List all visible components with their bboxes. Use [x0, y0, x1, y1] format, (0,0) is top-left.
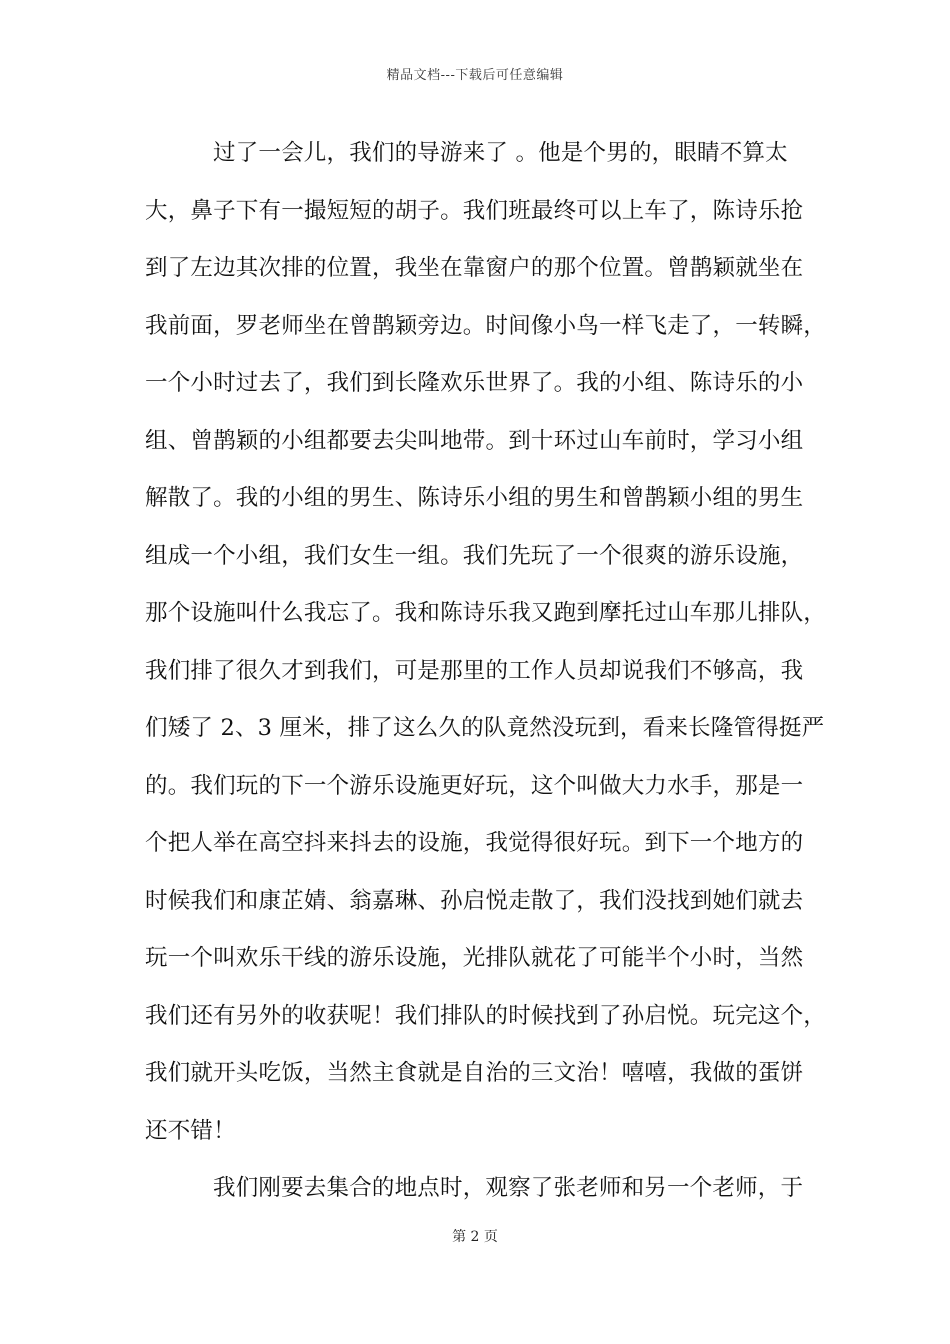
paragraph-line: 解散了。我的小组的男生、陈诗乐小组的男生和曾鹊颖小组的男生: [145, 485, 804, 511]
paragraph-line: 我们就开头吃饭，当然主食就是自治的三文治！嘻嘻，我做的蛋饼: [145, 1060, 804, 1086]
paragraph-line: 个把人举在高空抖来抖去的设施，我觉得很好玩。到下一个地方的: [145, 830, 804, 856]
paragraph-line: 我前面，罗老师坐在曾鹊颖旁边。时间像小鸟一样飞走了，一转瞬，: [145, 312, 827, 339]
paragraph-line: 们矮了 2、3 厘米，排了这么久的队竟然没玩到，看来长隆管得挺严: [145, 715, 825, 741]
paragraph-line: 我们排了很久才到我们，可是那里的工作人员却说我们不够高，我: [145, 657, 804, 684]
paragraph-line: 玩一个叫欢乐干线的游乐设施，光排队就花了可能半个小时，当然: [145, 945, 804, 971]
body-text: [145, 133, 825, 1226]
paragraph-line: 的。我们玩的下一个游乐设施更好玩，这个叫做大力水手，那是一: [145, 772, 804, 799]
paragraph-line: 过了一会儿，我们的导游来了 。他是个男的，眼睛不算太: [213, 140, 788, 166]
paragraph-line: 时候我们和康芷婧、翁嘉琳、孙启悦走散了，我们没找到她们就去: [145, 887, 804, 914]
paragraph-line: 还不错！: [145, 1117, 236, 1144]
paragraph-line: 那个设施叫什么我忘了。我和陈诗乐我又跑到摩托过山车那儿排队，: [145, 600, 827, 626]
paragraph-line: 一个小时过去了，我们到长隆欢乐世界了。我的小组、陈诗乐的小: [145, 370, 804, 396]
paragraph-line: 组、曾鹊颖的小组都要去尖叫地带。到十环过山车前时，学习小组: [145, 427, 804, 454]
page-number: 第 2 页: [452, 1229, 498, 1245]
paragraph-line: 组成一个小组，我们女生一组。我们先玩了一个很爽的游乐设施，: [145, 542, 804, 569]
paragraph-line: 大，鼻子下有一撮短短的胡子。我们班最终可以上车了，陈诗乐抢: [145, 197, 804, 224]
page-header: 精品文档---下载后可任意编辑: [386, 68, 564, 83]
paragraph-line: 我们刚要去集合的地点时，观察了张老师和另一个老师，于: [213, 1175, 804, 1201]
paragraph-line: 我们还有另外的收获呢！我们排队的时候找到了孙启悦。玩完这个，: [145, 1002, 827, 1029]
paragraph-line: 到了左边其次排的位置，我坐在靠窗户的那个位置。曾鹊颖就坐在: [145, 255, 804, 281]
